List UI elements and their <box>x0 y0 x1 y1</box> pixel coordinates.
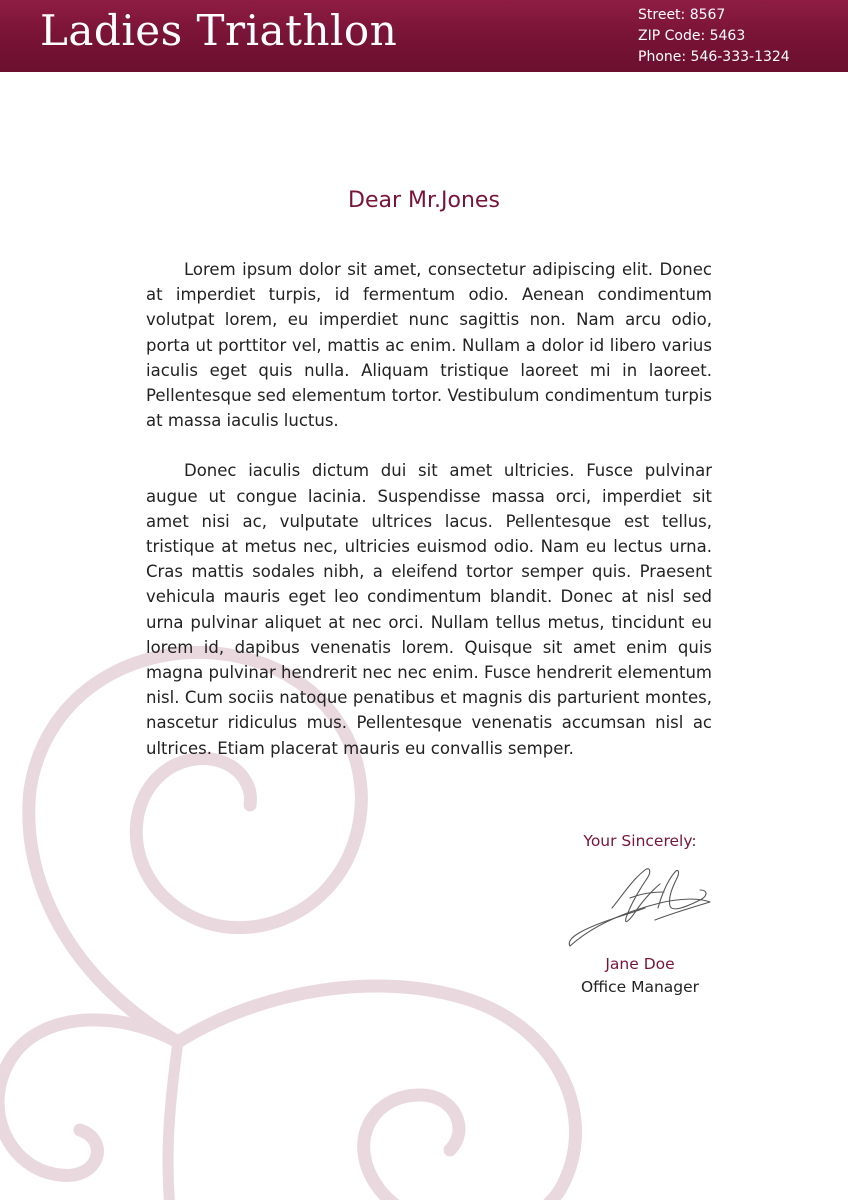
phone-number: Phone: 546-333-1324 <box>638 49 790 65</box>
letter-greeting: Dear Mr.Jones <box>348 188 500 213</box>
header-banner <box>0 0 848 72</box>
letter-body <box>146 257 712 786</box>
zip-code: ZIP Code: 5463 <box>638 28 746 44</box>
letter-paragraph-2: Donec iaculis dictum dui sit amet ultricies. Fusce pulvinar augue ut congue lacinia. Suspendisse massa orci, imperdiet sit amet nisi ac, vulputate ultrices lacus. Pellentesque est tellus, tristique at metus nec, ultricies euismod odio. Nam eu lectus urna. Cras mattis sodales nibh, a eleifend tortor semper quis. Praesent vehicula mauris eget leo condimentum blandit. Donec at nisl sed urna pulvinar aliquet at nec orci. Nullam tellus metus, tincidunt eu lorem id, dapibus venenatis lorem. Quisque sit amet enim quis magna pulvinar hendrerit nec nec enim. Fusce hendrerit elementum nisl. Cum sociis natoque penatibus et magnis dis parturient montes, nascetur ridiculus mus. Pellentesque venenatis accumsan nisl ac ultrices. Etiam placerat mauris eu convallis semper. <box>146 461 712 758</box>
signer-name: Jane Doe <box>605 955 675 973</box>
swirl-stem <box>168 1042 178 1200</box>
closing-phrase: Your Sincerely: <box>583 832 697 850</box>
letter-paragraph-1: Lorem ipsum dolor sit amet, consectetur adipiscing elit. Donec at imperdiet turpis, id fermentum odio. Aenean condimentum volutpat lorem, eu imperdiet nunc sagittis non. Nam arcu odio, porta ut porttitor vel, mattis ac enim. Nullam a dolor id libero varius iaculis eget quis nulla. Aliquam tristique laoreet mi in laoreet. Pellentesque sed elementum tortor. Vestibulum condimentum turpis at massa iaculis luctus. <box>146 260 712 431</box>
contact-info <box>638 5 790 68</box>
swirl-lower-left <box>0 1020 178 1176</box>
signer-title: Office Manager <box>580 978 700 996</box>
swirl-lower-right <box>178 986 576 1200</box>
brand-title: Ladies Triathlon <box>40 6 398 55</box>
street-address: Street: 8567 <box>638 7 726 23</box>
handwritten-signature <box>560 858 720 953</box>
